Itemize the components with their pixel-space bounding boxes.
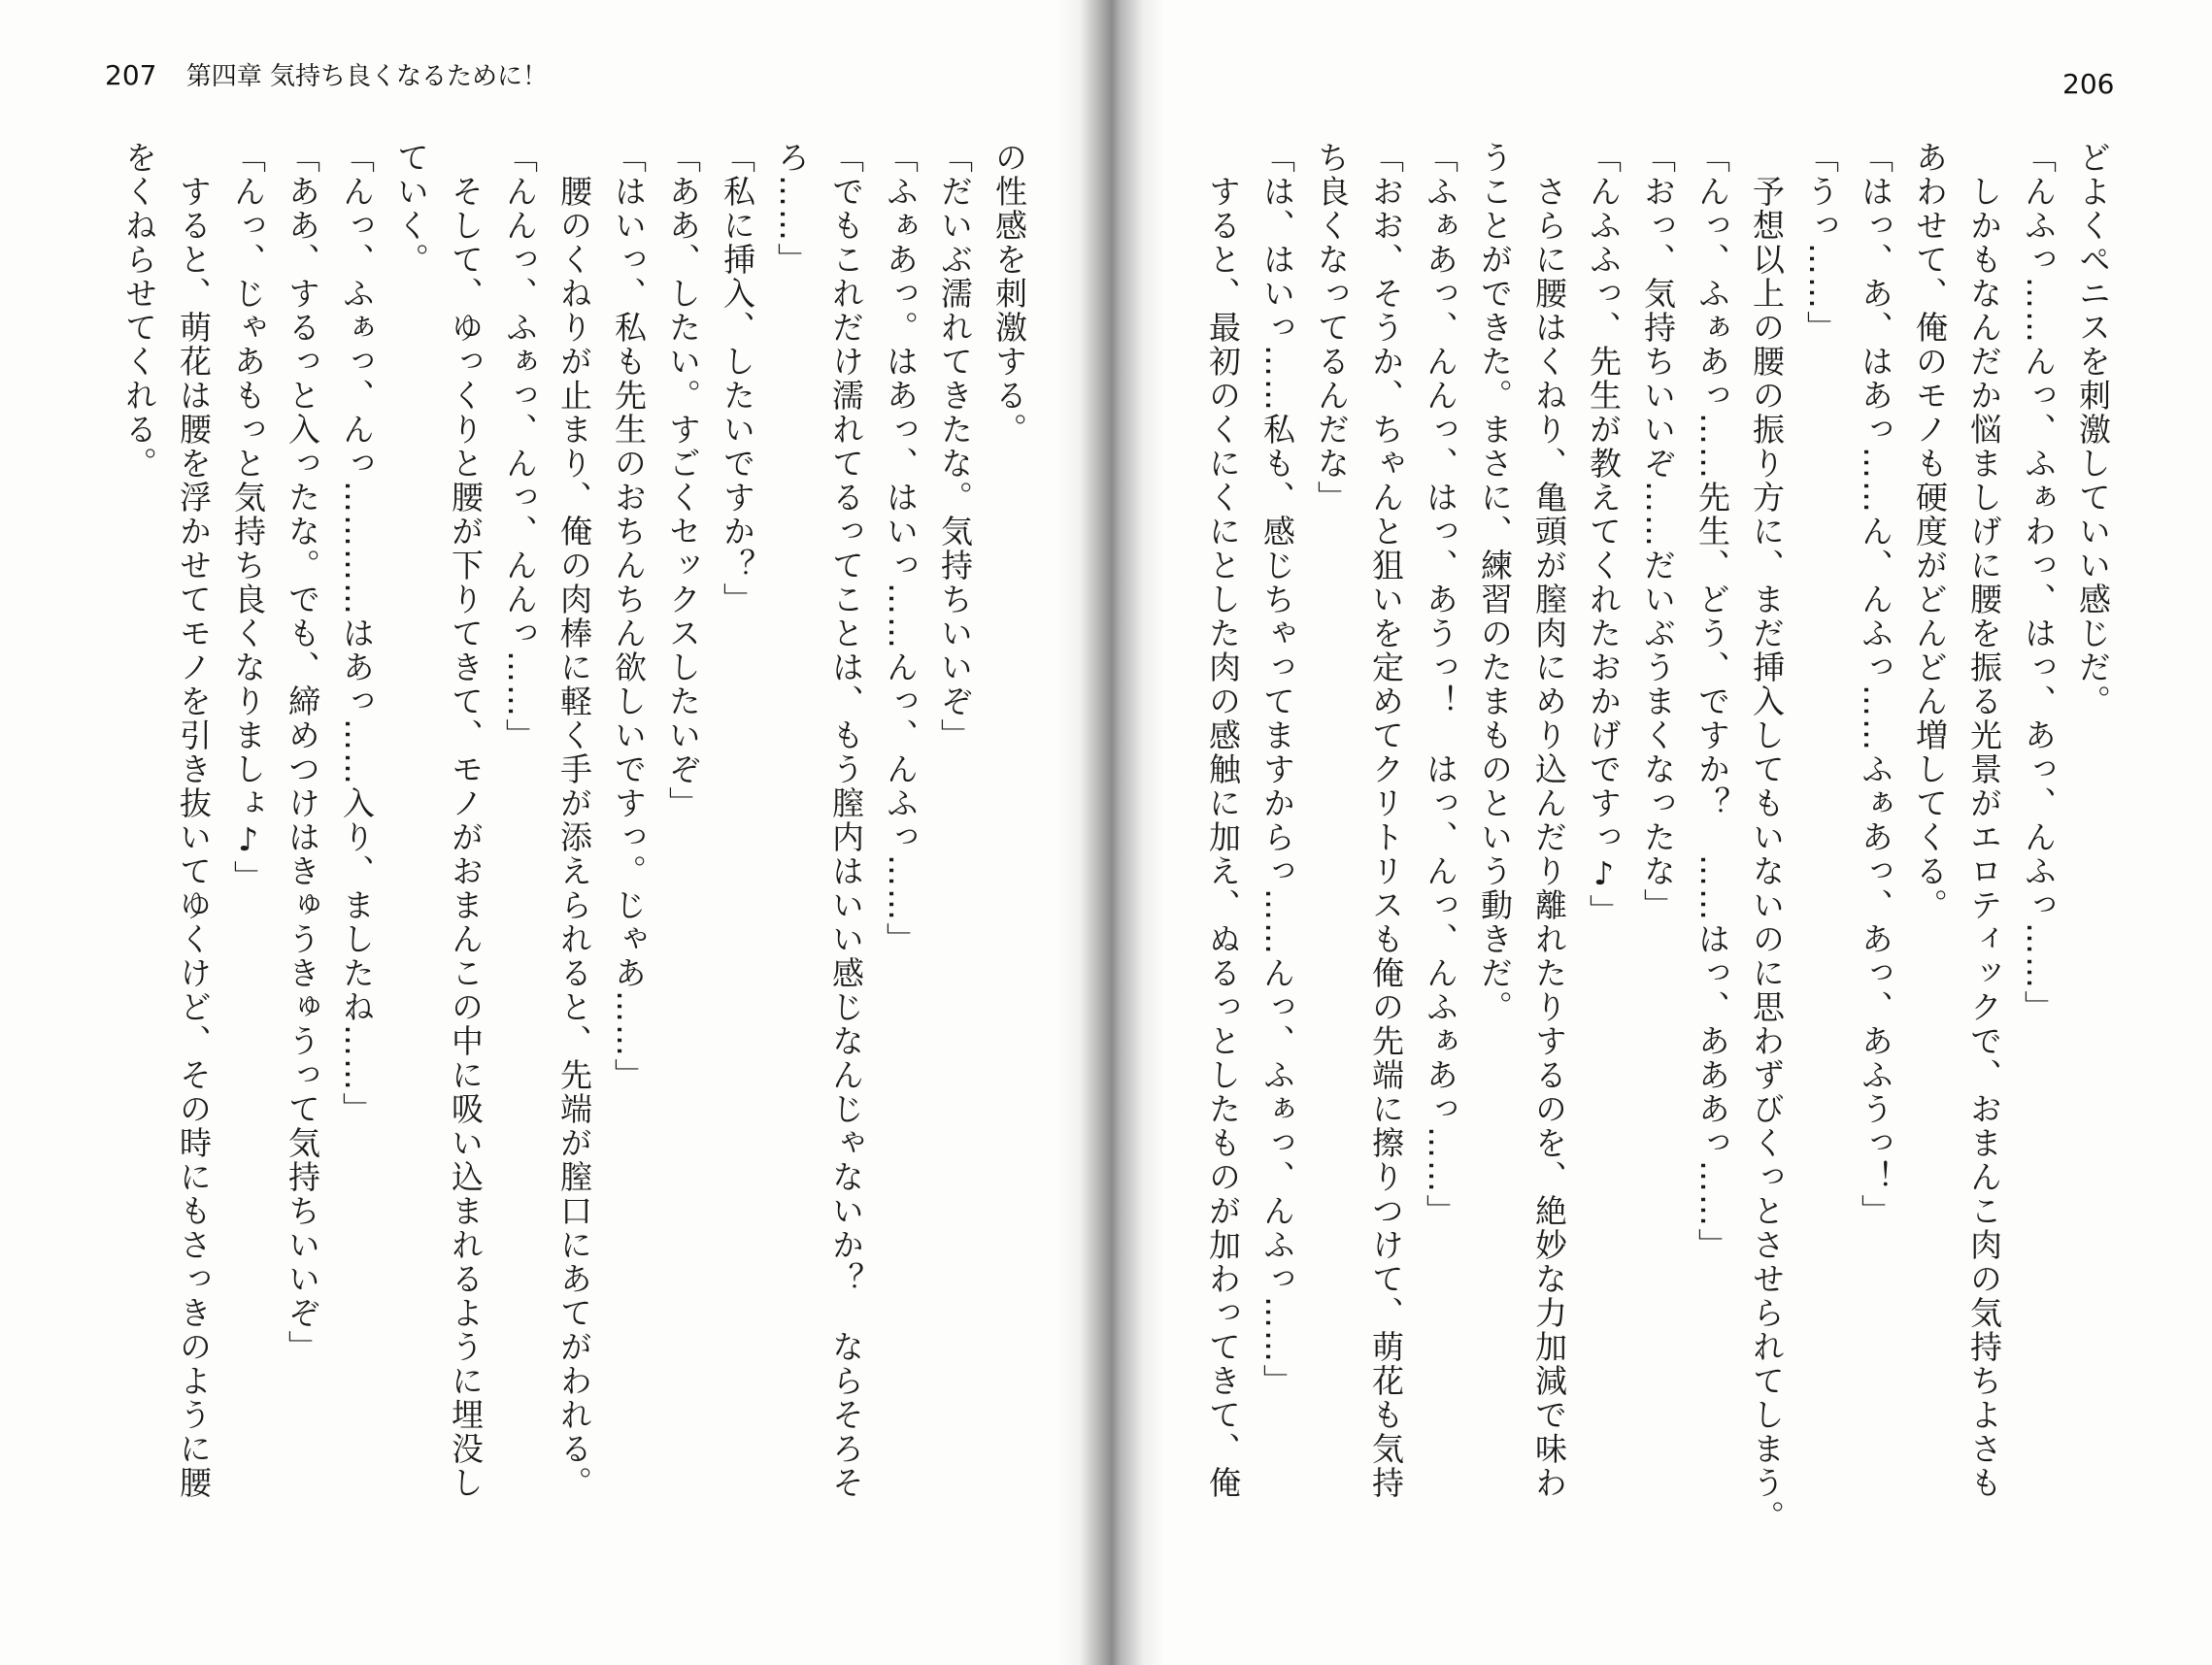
running-head bbox=[105, 56, 548, 92]
left-page-text bbox=[104, 141, 1036, 1655]
text-line: 「だいぶ濡れてきたな。気持ちいいぞ」 bbox=[936, 141, 974, 752]
text-line: 「おお、そうか、ちゃんと狙いを定めてクリトリスも俺の先端に擦りつけて、萌花も気持 bbox=[1367, 141, 1405, 1500]
text-line: 「んっ、じゃあもっと気持ち良くなりましょ♪」 bbox=[229, 141, 267, 894]
text-line: の性感を刺激する。 bbox=[990, 141, 1028, 447]
text-line: 腰のくねりが止まり、俺の肉棒に軽く手が添えられると、先端が膣口にあてがわれる。 bbox=[555, 141, 593, 1500]
text-line: 「ああ、したい。すごくセックスしたいぞ」 bbox=[664, 141, 702, 820]
right-page-number: 206 bbox=[2062, 68, 2115, 100]
text-line: 「は、はいっ……私も、感じちゃってますからっ……んっ、ふぁっ、んふっ……」 bbox=[1258, 141, 1296, 1398]
text-line: 「ああ、するっと入ったな。でも、締めつけはきゅうきゅうって気持ちいいぞ」 bbox=[284, 141, 321, 1364]
right-page-text bbox=[1204, 141, 2120, 1655]
text-line: 「んふっ……んっ、ふぁわっ、はっ、あっ、んふっ……」 bbox=[2020, 141, 2058, 1024]
text-line: 予想以上の腰の振り方に、まだ挿入してもいないのに思わずびくっとさせられてしまう。 bbox=[1748, 141, 1786, 1534]
text-line: さらに腰はくねり、亀頭が膣肉にめり込んだり離れたりするのを、絶妙な力加減で味わ bbox=[1530, 141, 1568, 1500]
text-line: 「んっ、ふぁっ、んっ…………はあっ……入り、ましたね……」 bbox=[338, 141, 376, 1126]
text-line: そして、ゆっくりと腰が下りてきて、モノがおまんこの中に吸い込まれるように埋没し bbox=[447, 141, 485, 1500]
text-line: 「私に挿入、したいですか？」 bbox=[719, 141, 756, 616]
text-line: 「んふふっ、先生が教えてくれたおかげですっ♪」 bbox=[1585, 141, 1623, 928]
text-line: 「んんっ、ふぁっ、んっ、んんっ……」 bbox=[501, 141, 539, 752]
text-line: うことができた。まさに、練習のたまものという動きだ。 bbox=[1476, 141, 1514, 1024]
text-line: 「おっ、気持ちいいぞ……だいぶうまくなったな」 bbox=[1639, 141, 1677, 922]
text-line: ていく。 bbox=[392, 141, 430, 277]
text-line: 「はいっ、私も先生のおちんちん欲しいですっ。じゃあ……」 bbox=[610, 141, 648, 1092]
left-page-number: 207 bbox=[105, 59, 157, 91]
text-line: どよくペニスを刺激していい感じだ。 bbox=[2074, 141, 2112, 718]
text-line: 「はっ、あ、はあっ……ん、んふっ……ふぁあっ、あっ、あふうっ！」 bbox=[1857, 141, 1894, 1228]
text-line: 「ふぁあっ、んんっ、はっ、あうっ！ はっ、んっ、んふぁあっ……」 bbox=[1422, 141, 1459, 1228]
text-line: あわせて、俺のモノも硬度がどんどん増してくる。 bbox=[1911, 141, 1949, 922]
book-gutter-shadow bbox=[1058, 0, 1165, 1665]
text-line: 「うっ……」 bbox=[1802, 141, 1840, 345]
text-line: すると、萌花は腰を浮かせてモノを引き抜いてゆくけど、その時にもさっきのように腰 bbox=[175, 141, 213, 1500]
text-line: をくねらせてくれる。 bbox=[120, 141, 158, 481]
text-line: ろ……」 bbox=[773, 141, 811, 277]
text-line: 「ふぁあっ。はあっ、はいっ……んっ、んふっ……」 bbox=[882, 141, 920, 956]
text-line: すると、最初のくにくにとした肉の感触に加え、ぬるっとしたものが加わってきて、俺 bbox=[1204, 141, 1242, 1500]
text-line: 「んっ、ふぁあっ……先生、どう、ですか？ ……はっ、あああっ……」 bbox=[1693, 141, 1731, 1262]
text-line: 「でもこれだけ濡れてるってことは、もう膣内はいい感じなんじゃないか？ ならそろそ bbox=[827, 141, 865, 1500]
text-line: ち良くなってるんだな」 bbox=[1313, 141, 1351, 515]
text-line: しかもなんだか悩ましげに腰を振る光景がエロティックで、おまんこ肉の気持ちよさも bbox=[1965, 141, 2003, 1500]
chapter-header: 第四章 気持ち良くなるために！ bbox=[185, 62, 548, 91]
